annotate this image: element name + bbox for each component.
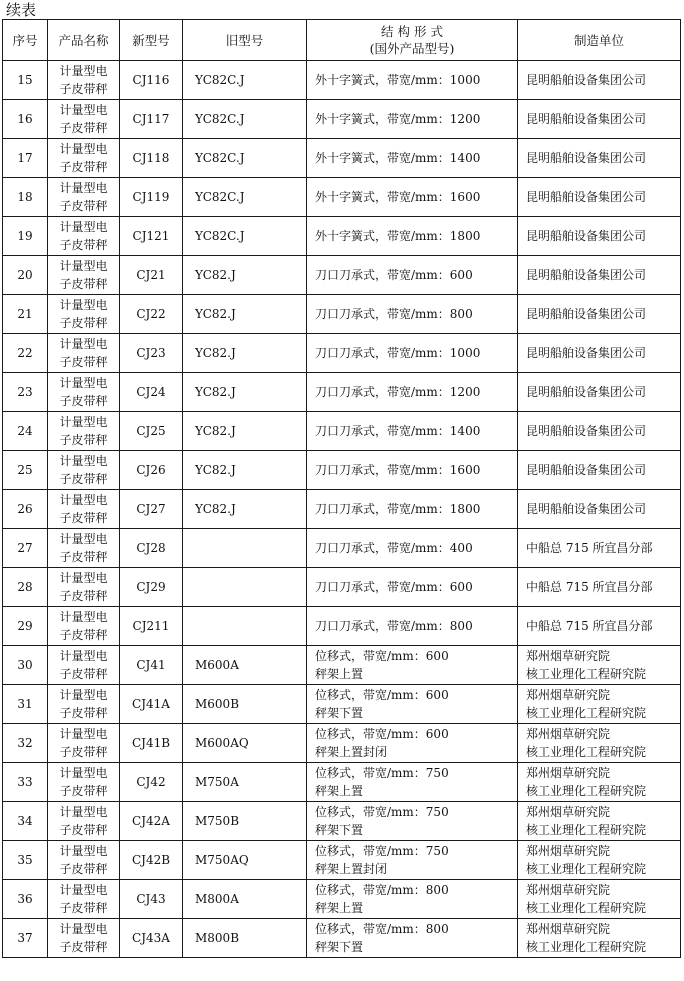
cell-structure-line: 秤架下置 xyxy=(315,706,364,720)
cell-product-name xyxy=(48,334,120,373)
cell-structure xyxy=(307,529,518,568)
cell-maker-line: 郑州烟草研究院 xyxy=(526,688,611,702)
table-row xyxy=(3,568,681,607)
cell-new-model: CJ121 xyxy=(120,217,183,256)
cell-no: 22 xyxy=(3,334,48,373)
cell-old-model: M800B xyxy=(183,919,307,958)
table-row xyxy=(3,490,681,529)
cell-structure xyxy=(307,646,518,685)
table-row xyxy=(3,724,681,763)
cell-product-name-line: 子皮带秤 xyxy=(59,511,108,525)
cell-new-model: CJ24 xyxy=(120,373,183,412)
cell-maker-line: 郑州烟草研究院 xyxy=(526,727,611,741)
header-structure-sub: (国外产品型号) xyxy=(369,41,455,56)
table-row xyxy=(3,529,681,568)
cell-structure xyxy=(307,412,518,451)
cell-structure-line: 外十字簧式，带宽/mm：1200 xyxy=(315,112,481,126)
cell-product-name-line: 子皮带秤 xyxy=(59,121,108,135)
cell-structure-line: 位移式，带宽/mm：600 xyxy=(315,688,449,702)
cell-product-name xyxy=(48,178,120,217)
cell-product-name-line: 子皮带秤 xyxy=(59,628,108,642)
cell-product-name-line: 计量型电 xyxy=(59,766,108,780)
cell-no: 23 xyxy=(3,373,48,412)
cell-structure xyxy=(307,451,518,490)
cell-product-name xyxy=(48,802,120,841)
cell-old-model: M600AQ xyxy=(183,724,307,763)
cell-maker-line: 核工业理化工程研究院 xyxy=(526,706,647,720)
cell-structure-line: 秤架上置封闭 xyxy=(315,862,388,876)
cell-product-name xyxy=(48,880,120,919)
cell-no: 15 xyxy=(3,61,48,100)
cell-structure-line: 秤架下置 xyxy=(315,940,364,954)
cell-maker-line: 昆明船舶设备集团公司 xyxy=(526,73,647,87)
cell-product-name-line: 子皮带秤 xyxy=(59,745,108,759)
cell-structure-line: 秤架上置封闭 xyxy=(315,745,388,759)
cell-maker-line: 核工业理化工程研究院 xyxy=(526,901,647,915)
cell-product-name-line: 子皮带秤 xyxy=(59,667,108,681)
cell-new-model: CJ43 xyxy=(120,880,183,919)
cell-product-name-line: 计量型电 xyxy=(59,844,108,858)
cell-structure-line: 位移式，带宽/mm：750 xyxy=(315,805,449,819)
product-table xyxy=(2,19,681,958)
cell-old-model: YC82C.J xyxy=(183,217,307,256)
cell-structure xyxy=(307,568,518,607)
cell-product-name-line: 计量型电 xyxy=(59,298,108,312)
cell-no: 19 xyxy=(3,217,48,256)
cell-product-name-line: 计量型电 xyxy=(59,649,108,663)
cell-product-name xyxy=(48,763,120,802)
cell-product-name-line: 计量型电 xyxy=(59,142,108,156)
cell-old-model: M750AQ xyxy=(183,841,307,880)
cell-product-name-line: 子皮带秤 xyxy=(59,550,108,564)
cell-maker-line: 中船总 715 所宜昌分部 xyxy=(526,541,653,555)
cell-maker xyxy=(518,685,681,724)
cell-maker xyxy=(518,607,681,646)
cell-old-model: YC82.J xyxy=(183,295,307,334)
table-row xyxy=(3,685,681,724)
cell-product-name-line: 子皮带秤 xyxy=(59,394,108,408)
table-row xyxy=(3,763,681,802)
cell-maker xyxy=(518,568,681,607)
cell-old-model: M600B xyxy=(183,685,307,724)
cell-product-name-line: 计量型电 xyxy=(59,493,108,507)
cell-old-model: YC82C.J xyxy=(183,61,307,100)
cell-product-name-line: 计量型电 xyxy=(59,805,108,819)
cell-new-model: CJ23 xyxy=(120,334,183,373)
cell-product-name xyxy=(48,100,120,139)
cell-new-model: CJ118 xyxy=(120,139,183,178)
cell-maker xyxy=(518,646,681,685)
cell-maker-line: 核工业理化工程研究院 xyxy=(526,823,647,837)
cell-new-model: CJ119 xyxy=(120,178,183,217)
cell-product-name-line: 计量型电 xyxy=(59,883,108,897)
cell-maker-line: 昆明船舶设备集团公司 xyxy=(526,463,647,477)
cell-old-model: YC82.J xyxy=(183,451,307,490)
cell-structure xyxy=(307,295,518,334)
table-row xyxy=(3,139,681,178)
cell-product-name-line: 计量型电 xyxy=(59,103,108,117)
header-name: 产品名称 xyxy=(48,20,120,61)
cell-maker-line: 中船总 715 所宜昌分部 xyxy=(526,580,653,594)
cell-maker-line: 昆明船舶设备集团公司 xyxy=(526,502,647,516)
cell-no: 26 xyxy=(3,490,48,529)
cell-product-name-line: 计量型电 xyxy=(59,532,108,546)
cell-no: 37 xyxy=(3,919,48,958)
cell-new-model: CJ25 xyxy=(120,412,183,451)
cell-structure xyxy=(307,217,518,256)
table-body xyxy=(3,61,681,958)
cell-no: 24 xyxy=(3,412,48,451)
cell-structure xyxy=(307,841,518,880)
cell-maker xyxy=(518,295,681,334)
table-row xyxy=(3,451,681,490)
cell-structure-line: 刀口刀承式，带宽/mm：800 xyxy=(315,307,473,321)
cell-maker xyxy=(518,841,681,880)
cell-old-model: M750B xyxy=(183,802,307,841)
cell-new-model: CJ42B xyxy=(120,841,183,880)
cell-product-name-line: 子皮带秤 xyxy=(59,589,108,603)
cell-maker xyxy=(518,490,681,529)
cell-maker-line: 昆明船舶设备集团公司 xyxy=(526,229,647,243)
cell-new-model: CJ28 xyxy=(120,529,183,568)
cell-structure-line: 刀口刀承式，带宽/mm：600 xyxy=(315,268,473,282)
cell-old-model: YC82.J xyxy=(183,490,307,529)
cell-structure-line: 刀口刀承式，带宽/mm：800 xyxy=(315,619,473,633)
cell-maker-line: 郑州烟草研究院 xyxy=(526,649,611,663)
cell-product-name-line: 子皮带秤 xyxy=(59,277,108,291)
table-row xyxy=(3,412,681,451)
cell-product-name xyxy=(48,685,120,724)
cell-product-name-line: 子皮带秤 xyxy=(59,160,108,174)
cell-maker-line: 昆明船舶设备集团公司 xyxy=(526,307,647,321)
cell-maker xyxy=(518,334,681,373)
cell-structure xyxy=(307,802,518,841)
table-caption: 续表 xyxy=(6,1,37,19)
cell-product-name-line: 子皮带秤 xyxy=(59,82,108,96)
cell-product-name-line: 子皮带秤 xyxy=(59,238,108,252)
cell-maker-line: 核工业理化工程研究院 xyxy=(526,784,647,798)
cell-structure xyxy=(307,334,518,373)
header-maker: 制造单位 xyxy=(518,20,681,61)
cell-maker xyxy=(518,919,681,958)
cell-product-name xyxy=(48,139,120,178)
cell-structure xyxy=(307,607,518,646)
table-row xyxy=(3,256,681,295)
table-row xyxy=(3,880,681,919)
cell-product-name-line: 子皮带秤 xyxy=(59,472,108,486)
cell-product-name xyxy=(48,919,120,958)
cell-structure-line: 位移式，带宽/mm：750 xyxy=(315,844,449,858)
cell-old-model xyxy=(183,529,307,568)
cell-no: 32 xyxy=(3,724,48,763)
cell-product-name-line: 计量型电 xyxy=(59,337,108,351)
cell-product-name-line: 子皮带秤 xyxy=(59,706,108,720)
cell-product-name-line: 子皮带秤 xyxy=(59,823,108,837)
table-row xyxy=(3,295,681,334)
cell-no: 21 xyxy=(3,295,48,334)
cell-structure xyxy=(307,880,518,919)
cell-structure xyxy=(307,178,518,217)
cell-product-name xyxy=(48,646,120,685)
cell-no: 31 xyxy=(3,685,48,724)
cell-no: 18 xyxy=(3,178,48,217)
cell-new-model: CJ27 xyxy=(120,490,183,529)
header-structure xyxy=(307,20,518,61)
cell-structure xyxy=(307,61,518,100)
cell-maker-line: 郑州烟草研究院 xyxy=(526,883,611,897)
cell-product-name-line: 计量型电 xyxy=(59,181,108,195)
cell-old-model: M600A xyxy=(183,646,307,685)
cell-maker xyxy=(518,256,681,295)
cell-product-name-line: 子皮带秤 xyxy=(59,901,108,915)
cell-maker-line: 昆明船舶设备集团公司 xyxy=(526,112,647,126)
header-structure-title: 结 构 形 式 xyxy=(381,24,443,39)
table-row xyxy=(3,178,681,217)
cell-old-model: YC82.J xyxy=(183,334,307,373)
cell-no: 35 xyxy=(3,841,48,880)
cell-maker-line: 昆明船舶设备集团公司 xyxy=(526,385,647,399)
cell-maker-line: 核工业理化工程研究院 xyxy=(526,940,647,954)
table-row xyxy=(3,607,681,646)
cell-maker-line: 郑州烟草研究院 xyxy=(526,922,611,936)
table-row xyxy=(3,217,681,256)
cell-structure-line: 秤架上置 xyxy=(315,784,364,798)
cell-maker xyxy=(518,373,681,412)
cell-structure-line: 位移式，带宽/mm：750 xyxy=(315,766,449,780)
cell-maker-line: 核工业理化工程研究院 xyxy=(526,667,647,681)
cell-structure-line: 刀口刀承式，带宽/mm：1200 xyxy=(315,385,481,399)
table-row xyxy=(3,646,681,685)
table-row xyxy=(3,334,681,373)
cell-product-name-line: 计量型电 xyxy=(59,922,108,936)
cell-structure-line: 位移式，带宽/mm：800 xyxy=(315,922,449,936)
cell-new-model: CJ117 xyxy=(120,100,183,139)
cell-product-name-line: 计量型电 xyxy=(59,64,108,78)
cell-product-name-line: 子皮带秤 xyxy=(59,940,108,954)
header-old-model: 旧型号 xyxy=(183,20,307,61)
cell-new-model: CJ42A xyxy=(120,802,183,841)
cell-product-name xyxy=(48,412,120,451)
cell-maker xyxy=(518,880,681,919)
cell-maker-line: 郑州烟草研究院 xyxy=(526,766,611,780)
cell-new-model: CJ43A xyxy=(120,919,183,958)
cell-new-model: CJ26 xyxy=(120,451,183,490)
cell-old-model: YC82C.J xyxy=(183,100,307,139)
cell-maker-line: 昆明船舶设备集团公司 xyxy=(526,346,647,360)
cell-structure-line: 秤架下置 xyxy=(315,823,364,837)
cell-maker-line: 昆明船舶设备集团公司 xyxy=(526,151,647,165)
cell-maker xyxy=(518,178,681,217)
cell-no: 29 xyxy=(3,607,48,646)
cell-maker-line: 郑州烟草研究院 xyxy=(526,805,611,819)
cell-maker-line: 昆明船舶设备集团公司 xyxy=(526,268,647,282)
cell-no: 17 xyxy=(3,139,48,178)
cell-structure-line: 秤架上置 xyxy=(315,667,364,681)
cell-product-name xyxy=(48,568,120,607)
cell-maker xyxy=(518,217,681,256)
cell-old-model: YC82C.J xyxy=(183,178,307,217)
cell-old-model: M800A xyxy=(183,880,307,919)
cell-structure-line: 位移式，带宽/mm：600 xyxy=(315,649,449,663)
cell-old-model: YC82.J xyxy=(183,373,307,412)
cell-product-name xyxy=(48,61,120,100)
cell-new-model: CJ21 xyxy=(120,256,183,295)
cell-maker xyxy=(518,763,681,802)
cell-product-name-line: 计量型电 xyxy=(59,415,108,429)
cell-new-model: CJ116 xyxy=(120,61,183,100)
cell-structure-line: 外十字簧式，带宽/mm：1800 xyxy=(315,229,481,243)
cell-product-name-line: 子皮带秤 xyxy=(59,199,108,213)
cell-product-name xyxy=(48,295,120,334)
cell-old-model xyxy=(183,607,307,646)
cell-maker xyxy=(518,61,681,100)
cell-no: 33 xyxy=(3,763,48,802)
cell-maker-line: 核工业理化工程研究院 xyxy=(526,745,647,759)
cell-old-model xyxy=(183,568,307,607)
cell-no: 25 xyxy=(3,451,48,490)
cell-product-name-line: 计量型电 xyxy=(59,220,108,234)
cell-product-name-line: 计量型电 xyxy=(59,727,108,741)
cell-old-model: YC82.J xyxy=(183,256,307,295)
cell-structure-line: 外十字簧式，带宽/mm：1000 xyxy=(315,73,481,87)
cell-maker xyxy=(518,451,681,490)
cell-structure xyxy=(307,373,518,412)
cell-product-name xyxy=(48,841,120,880)
cell-structure-line: 位移式，带宽/mm：800 xyxy=(315,883,449,897)
cell-product-name-line: 计量型电 xyxy=(59,376,108,390)
cell-product-name-line: 子皮带秤 xyxy=(59,862,108,876)
cell-product-name xyxy=(48,373,120,412)
cell-structure-line: 位移式，带宽/mm：600 xyxy=(315,727,449,741)
cell-product-name xyxy=(48,217,120,256)
cell-structure xyxy=(307,490,518,529)
cell-new-model: CJ211 xyxy=(120,607,183,646)
cell-structure-line: 刀口刀承式，带宽/mm：600 xyxy=(315,580,473,594)
cell-product-name-line: 计量型电 xyxy=(59,688,108,702)
cell-no: 34 xyxy=(3,802,48,841)
cell-structure xyxy=(307,139,518,178)
cell-new-model: CJ41B xyxy=(120,724,183,763)
cell-structure-line: 外十字簧式，带宽/mm：1400 xyxy=(315,151,481,165)
cell-product-name xyxy=(48,256,120,295)
header-new-model: 新型号 xyxy=(120,20,183,61)
cell-product-name-line: 子皮带秤 xyxy=(59,784,108,798)
cell-no: 36 xyxy=(3,880,48,919)
cell-structure-line: 刀口刀承式，带宽/mm：1000 xyxy=(315,346,481,360)
cell-structure-line: 刀口刀承式，带宽/mm：1600 xyxy=(315,463,481,477)
cell-product-name-line: 子皮带秤 xyxy=(59,355,108,369)
header-no: 序号 xyxy=(3,20,48,61)
cell-no: 27 xyxy=(3,529,48,568)
cell-maker xyxy=(518,724,681,763)
table-row xyxy=(3,61,681,100)
cell-old-model: YC82.J xyxy=(183,412,307,451)
cell-product-name xyxy=(48,451,120,490)
cell-product-name-line: 子皮带秤 xyxy=(59,316,108,330)
cell-no: 30 xyxy=(3,646,48,685)
cell-no: 20 xyxy=(3,256,48,295)
cell-product-name xyxy=(48,724,120,763)
cell-structure xyxy=(307,919,518,958)
cell-product-name xyxy=(48,490,120,529)
cell-structure-line: 秤架上置 xyxy=(315,901,364,915)
cell-structure-line: 刀口刀承式，带宽/mm：1800 xyxy=(315,502,481,516)
cell-product-name-line: 计量型电 xyxy=(59,610,108,624)
header-row xyxy=(3,20,681,61)
table-row xyxy=(3,802,681,841)
cell-structure xyxy=(307,685,518,724)
cell-product-name-line: 子皮带秤 xyxy=(59,433,108,447)
cell-structure xyxy=(307,256,518,295)
table-row xyxy=(3,919,681,958)
table-row xyxy=(3,100,681,139)
cell-maker-line: 郑州烟草研究院 xyxy=(526,844,611,858)
cell-maker xyxy=(518,100,681,139)
cell-old-model: YC82C.J xyxy=(183,139,307,178)
cell-product-name xyxy=(48,529,120,568)
cell-maker-line: 中船总 715 所宜昌分部 xyxy=(526,619,653,633)
cell-new-model: CJ42 xyxy=(120,763,183,802)
cell-structure-line: 外十字簧式，带宽/mm：1600 xyxy=(315,190,481,204)
cell-new-model: CJ41 xyxy=(120,646,183,685)
cell-maker xyxy=(518,529,681,568)
cell-no: 28 xyxy=(3,568,48,607)
cell-new-model: CJ41A xyxy=(120,685,183,724)
cell-maker-line: 昆明船舶设备集团公司 xyxy=(526,424,647,438)
cell-new-model: CJ29 xyxy=(120,568,183,607)
cell-maker xyxy=(518,412,681,451)
cell-structure-line: 刀口刀承式，带宽/mm：1400 xyxy=(315,424,481,438)
cell-structure xyxy=(307,724,518,763)
cell-product-name-line: 计量型电 xyxy=(59,571,108,585)
table-row xyxy=(3,373,681,412)
cell-structure xyxy=(307,763,518,802)
cell-old-model: M750A xyxy=(183,763,307,802)
cell-maker-line: 昆明船舶设备集团公司 xyxy=(526,190,647,204)
cell-structure-line: 刀口刀承式，带宽/mm：400 xyxy=(315,541,473,555)
table-row xyxy=(3,841,681,880)
cell-structure xyxy=(307,100,518,139)
table-header xyxy=(3,20,681,61)
cell-maker-line: 核工业理化工程研究院 xyxy=(526,862,647,876)
cell-maker xyxy=(518,802,681,841)
cell-product-name-line: 计量型电 xyxy=(59,259,108,273)
cell-maker xyxy=(518,139,681,178)
cell-new-model: CJ22 xyxy=(120,295,183,334)
cell-no: 16 xyxy=(3,100,48,139)
cell-product-name xyxy=(48,607,120,646)
cell-product-name-line: 计量型电 xyxy=(59,454,108,468)
